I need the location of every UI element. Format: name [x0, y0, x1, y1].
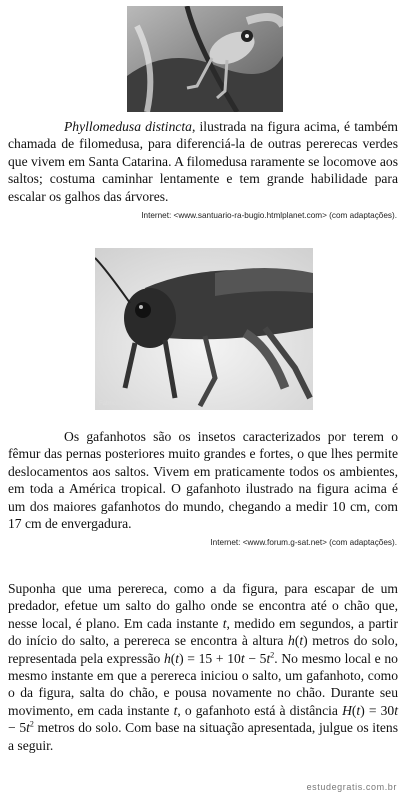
problem-text: Suponha que uma perereca, como a da figura, para escapar de um predador, efetue um salto do galho onde se encontra até o chão que, nesse local, é plano. Em cada instante: [8, 581, 398, 631]
problem-text: , medido em segundos, a partir do início do salto, a perereca se encontra à altura: [8, 615, 398, 649]
photo-watermark: Fábrica/arquivo: [99, 401, 141, 407]
grasshopper-photo: [95, 248, 313, 410]
problem-text: − 5: [8, 720, 27, 736]
function-h: h: [163, 650, 171, 666]
problem-text: . No mesmo local e no mesmo instante em que a perereca iniciou o salto, um gafanhoto, como o da figura, salta do chão, e pousa novamente no chão. Durante seu movimento, em cada instante: [8, 650, 398, 718]
variable-t: t: [356, 702, 361, 718]
exponent: 2: [29, 719, 34, 729]
paragraph-frog: [8, 118, 398, 205]
problem-text: ) = 15 + 10: [179, 650, 241, 666]
variable-t: t: [266, 650, 271, 666]
variable-t: t: [394, 702, 398, 718]
paragraph-grasshopper: [8, 428, 398, 532]
variable-t: t: [299, 633, 304, 649]
function-H: H: [342, 702, 352, 718]
function-h: h: [288, 633, 295, 649]
paragraph-problem: [8, 580, 398, 754]
paragraph-grasshopper-text: Os gafanhotos são os insetos caracterizados por terem o fêmur das pernas posteriores muito grandes e fortes, o que lhes permite deslocamentos aos saltos. Vivem em praticamente todos os ambientes, em toda a América tropical. O gafanhoto ilustrado na figura acima é um dos maiores gafanhotos do mundo, chegando a medir 10 cm, com 17 cm de envergadura.: [8, 429, 398, 532]
exponent: 2: [270, 650, 275, 660]
problem-text: (: [351, 702, 357, 718]
variable-t: t: [26, 720, 30, 736]
problem-text: − 5: [244, 650, 267, 666]
variable-t: t: [173, 702, 178, 718]
site-footer: estudegratis.com.br: [306, 782, 397, 792]
problem-text: , o gafanhoto está à distância: [177, 702, 343, 718]
problem-text: metros do solo. Com base na situação apresentada, julgue os itens a seguir.: [8, 720, 398, 753]
frog-photo: [127, 6, 283, 112]
species-name: Phyllomedusa distincta: [64, 119, 192, 134]
citation-frog: Internet: <www.santuario-ra-bugio.htmlplanet.com> (com adaptações).: [141, 211, 397, 220]
problem-text: ) = 30: [360, 702, 395, 718]
variable-t: t: [175, 650, 180, 666]
problem-text: ) metros do solo, representada pela expressão: [8, 633, 398, 666]
problem-text: (: [294, 633, 300, 649]
citation-grasshopper: Internet: <www.forum.g-sat.net> (com adaptações).: [210, 538, 397, 547]
variable-t: t: [240, 650, 245, 666]
variable-t: t: [222, 615, 227, 631]
paragraph-frog-text: , ilustrada na figura acima, é também chamada de filomedusa, para diferenciá-la de outras pererecas verdes que vivem em Santa Catarina. A filomedusa raramente se locomove aos saltos; costuma caminhar lentamente e tem grande habilidade para escalar os galhos das árvores.: [8, 119, 398, 204]
problem-text: (: [170, 650, 176, 666]
